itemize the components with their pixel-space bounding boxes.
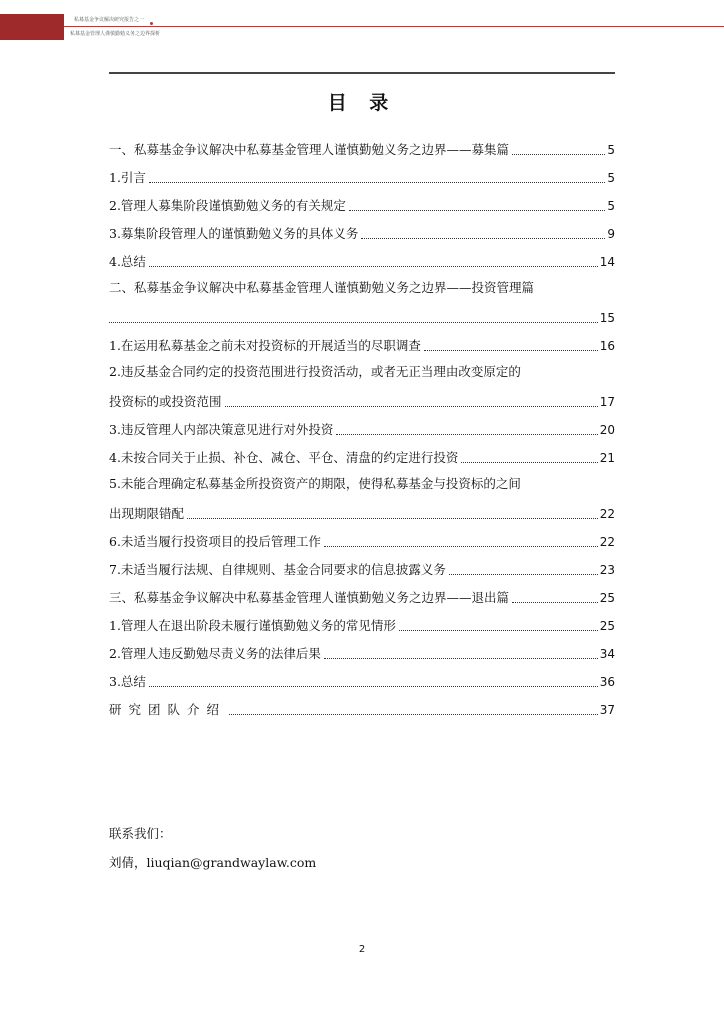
toc-entry-title-line[interactable]: 2.违反基金合同约定的投资范围进行投资活动，或者无正当理由改变原定的 (109, 364, 521, 379)
toc-entry-page: 23 (599, 563, 615, 577)
toc-leader (336, 433, 597, 435)
toc-title: 目 录 (327, 92, 397, 114)
toc-entry[interactable] (109, 196, 615, 214)
toc-entry-page: 36 (599, 675, 615, 689)
toc-entry-page: 14 (599, 255, 615, 269)
toc-leader (109, 321, 598, 323)
toc-entry[interactable] (109, 392, 615, 410)
toc-leader (149, 685, 598, 687)
toc-leader (399, 629, 598, 631)
header-rule (64, 26, 724, 27)
toc-leader (229, 713, 598, 715)
toc-entry-page: 16 (599, 339, 615, 353)
toc-entry-page: 22 (599, 507, 615, 521)
toc-leader (512, 601, 598, 603)
toc-entry-page: 25 (599, 619, 615, 633)
toc-leader (324, 545, 598, 547)
page-number: 2 (358, 944, 366, 955)
top-rule (109, 72, 615, 74)
toc-entry-page: 25 (599, 591, 615, 605)
toc-entry-page: 22 (599, 535, 615, 549)
toc-entry[interactable] (109, 308, 615, 326)
toc-entry-label: 一、私募基金争议解决中私募基金管理人谨慎勤勉义务之边界——募集篇 (109, 142, 510, 157)
toc-entry[interactable] (109, 560, 615, 578)
toc-entry-page: 17 (599, 395, 615, 409)
toc-leader (324, 657, 598, 659)
header-report-title: 私募基金管理人谨慎勤勉义务之边界探析 (70, 31, 161, 37)
toc-leader (449, 573, 598, 575)
toc-entry-label: 出现期限错配 (109, 506, 185, 521)
toc-leader (149, 265, 598, 267)
toc-entry[interactable] (109, 336, 615, 354)
toc-leader (149, 181, 605, 183)
header-color-block (0, 14, 64, 40)
toc-entry-label: 3.募集阶段管理人的谨慎勤勉义务的具体义务 (109, 226, 359, 241)
toc-entry-page: 5 (607, 143, 615, 157)
toc-entry[interactable] (109, 588, 615, 606)
toc-entry-label: 投资标的或投资范围 (109, 394, 222, 409)
toc-entry[interactable] (109, 420, 615, 438)
toc-leader (424, 349, 598, 351)
toc-entry-label: 三、私募基金争议解决中私募基金管理人谨慎勤勉义务之边界——退出篇 (109, 590, 510, 605)
toc-entry-label: 1.在运用私募基金之前未对投资标的开展适当的尽职调查 (109, 338, 421, 353)
toc-entry-page: 37 (599, 703, 615, 717)
toc-entry-label: 7.未适当履行法规、自律规则、基金合同要求的信息披露义务 (109, 562, 446, 577)
toc-entry[interactable] (109, 140, 615, 158)
toc-entry[interactable] (109, 168, 615, 186)
toc-entry[interactable] (109, 224, 615, 242)
toc-entry-title-line[interactable]: 二、私募基金争议解决中私募基金管理人谨慎勤勉义务之边界——投资管理篇 (109, 280, 535, 295)
header-series-title: 私募基金争议解决研究报告之一 (74, 17, 145, 23)
toc-entry-label: 4.总结 (109, 254, 146, 269)
contact-email[interactable]: 刘倩，liuqian@grandwaylaw.com (109, 855, 317, 870)
toc-entry[interactable] (109, 504, 615, 522)
toc-entry-page: 21 (599, 451, 615, 465)
toc-leader (361, 237, 605, 239)
header-dot (150, 22, 153, 25)
toc-entry[interactable] (109, 672, 615, 690)
toc-entry[interactable] (109, 644, 615, 662)
toc-leader (349, 209, 605, 211)
toc-entry-label: 3.总结 (109, 674, 146, 689)
toc-entry-page: 5 (607, 171, 615, 185)
toc-entry[interactable] (109, 616, 615, 634)
toc-leader (187, 517, 598, 519)
toc-entry-label: 4.未按合同关于止损、补仓、减仓、平仓、清盘的约定进行投资 (109, 450, 459, 465)
contact-label: 联系我们： (109, 826, 172, 841)
toc-entry-page: 34 (599, 647, 615, 661)
toc-entry[interactable] (109, 532, 615, 550)
toc-entry[interactable] (109, 252, 615, 270)
toc-entry-page: 9 (607, 227, 615, 241)
toc-entry[interactable] (109, 700, 615, 718)
toc-entry-label: 2.管理人违反勤勉尽责义务的法律后果 (109, 646, 321, 661)
toc-entry-label: 6.未适当履行投资项目的投后管理工作 (109, 534, 321, 549)
toc-entry-page: 15 (599, 311, 615, 325)
toc-entry-page: 5 (607, 199, 615, 213)
toc-entry-label: 2.管理人募集阶段谨慎勤勉义务的有关规定 (109, 198, 346, 213)
toc-entry-label: 1.引言 (109, 170, 146, 185)
toc-entry-label: 3.违反管理人内部决策意见进行对外投资 (109, 422, 334, 437)
toc-entry-label: 研究团队介绍 (109, 702, 227, 717)
toc-leader (512, 153, 605, 155)
toc-entry-label: 1.管理人在退出阶段未履行谨慎勤勉义务的常见情形 (109, 618, 396, 633)
toc-leader (225, 405, 598, 407)
toc-entry[interactable] (109, 448, 615, 466)
toc-leader (461, 461, 597, 463)
toc-entry-title-line[interactable]: 5.未能合理确定私募基金所投资资产的期限，使得私募基金与投资标的之间 (109, 476, 521, 491)
toc-entry-page: 20 (599, 423, 615, 437)
